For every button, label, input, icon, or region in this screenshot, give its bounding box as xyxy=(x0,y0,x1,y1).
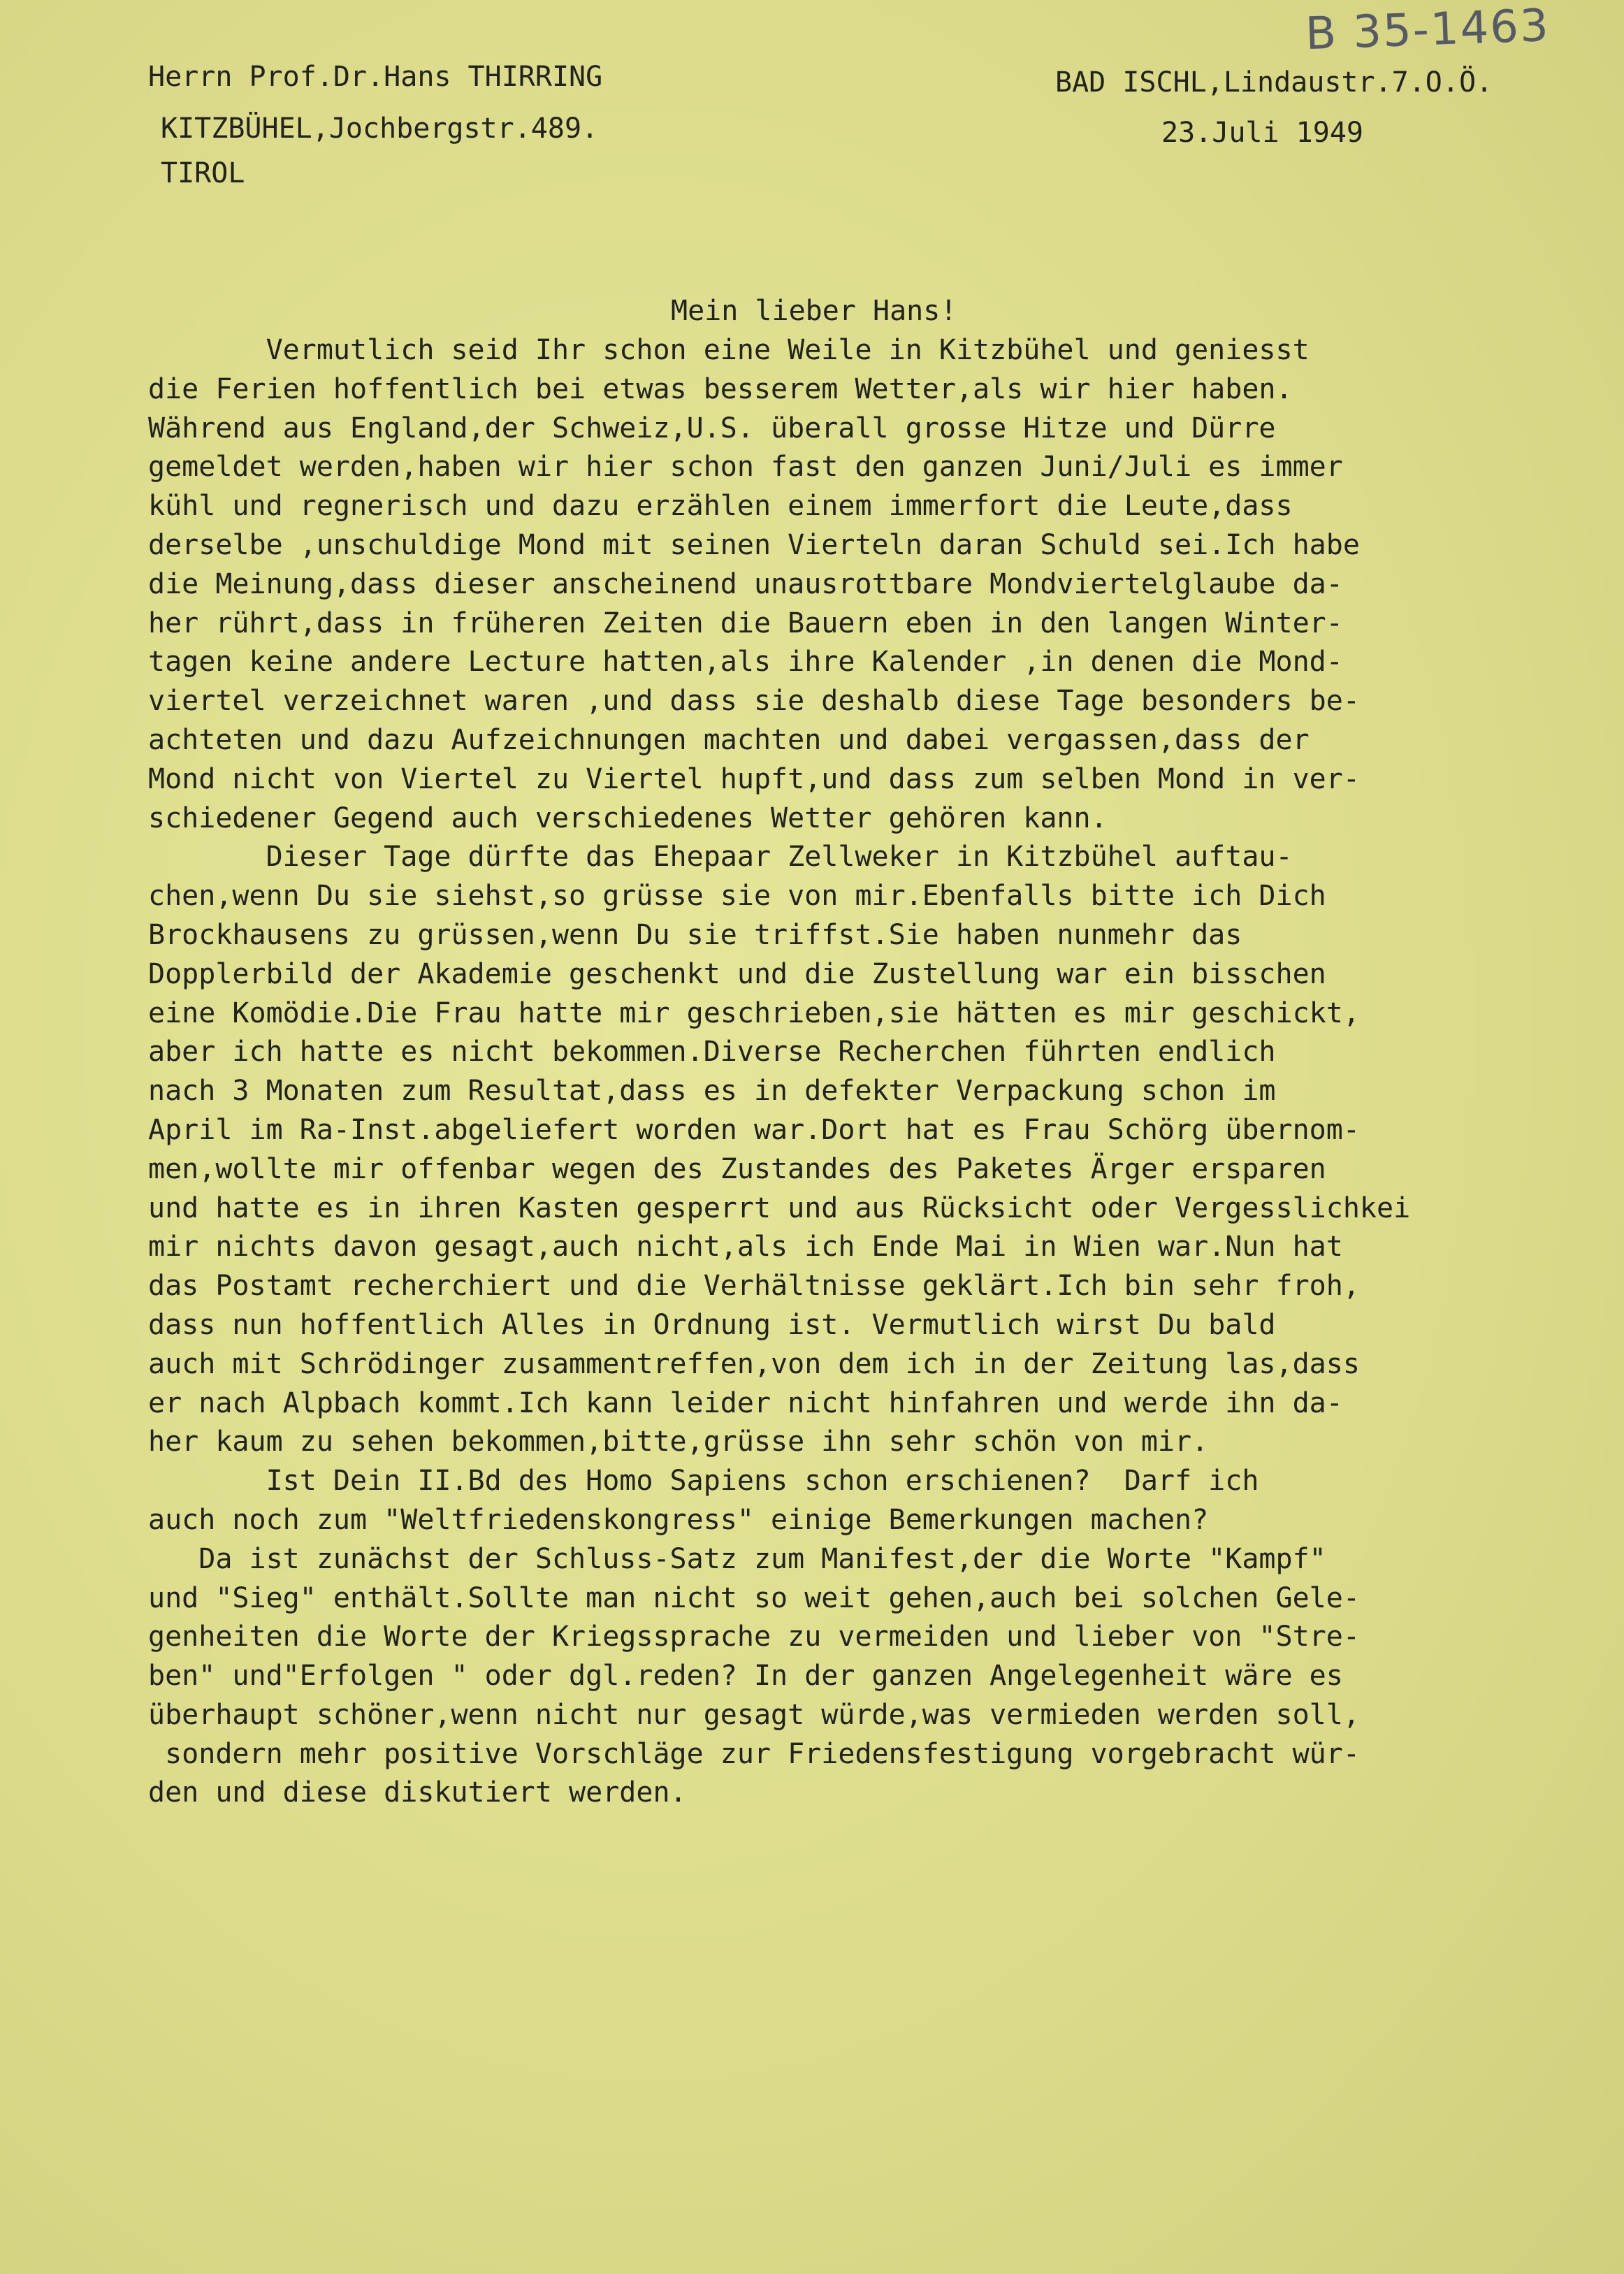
body-line: das Postamt recherchiert und die Verhältnisse geklärt.Ich bin sehr froh, xyxy=(148,1270,1360,1303)
archive-number: B 35-1463 xyxy=(1304,0,1551,61)
letter-body xyxy=(148,331,1623,1813)
body-line: eine Komödie.Die Frau hatte mir geschrieben,sie hätten es mir geschickt, xyxy=(148,997,1360,1029)
body-line: men,wollte mir offenbar wegen des Zustandes des Paketes Ärger ersparen xyxy=(148,1152,1326,1185)
body-line: und hatte es in ihren Kasten gesperrt und aus Rücksicht oder Vergesslichkei xyxy=(148,1192,1411,1224)
body-line: nach 3 Monaten zum Resultat,dass es in defekter Verpackung schon im xyxy=(148,1075,1276,1108)
body-line: sondern mehr positive Vorschläge zur Friedensfestigung vorgebracht wür- xyxy=(148,1737,1360,1770)
body-line: Mond nicht von Viertel zu Viertel hupft,und dass zum selben Mond in ver- xyxy=(148,762,1360,795)
body-line: er nach Alpbach kommt.Ich kann leider nicht hinfahren und werde ihn da- xyxy=(148,1386,1343,1419)
body-line: achteten und dazu Aufzeichnungen machten und dabei vergassen,dass der xyxy=(148,723,1310,756)
recipient-region: TIROL xyxy=(161,157,245,189)
recipient-street: KITZBÜHEL,Jochbergstr.489. xyxy=(161,113,599,145)
body-line: Während aus England,der Schweiz,U.S. überall grosse Hitze und Dürre xyxy=(148,412,1276,444)
body-line: Brockhausens zu grüssen,wenn Du sie triffst.Sie haben nunmehr das xyxy=(148,918,1242,951)
body-line: kühl und regnerisch und dazu erzählen einem immerfort die Leute,dass xyxy=(148,490,1293,523)
body-line: gemeldet werden,haben wir hier schon fast den ganzen Juni/Juli es immer xyxy=(148,451,1343,484)
body-line: auch noch zum "Weltfriedenskongress" einige Bemerkungen machen? xyxy=(148,1503,1209,1536)
body-line: Dopplerbild der Akademie geschenkt und die Zustellung war ein bisschen xyxy=(148,957,1326,990)
body-line: Vermutlich seid Ihr schon eine Weile in Kitzbühel und geniesst xyxy=(148,334,1310,366)
body-line: schiedener Gegend auch verschiedenes Wetter gehören kann. xyxy=(148,802,1108,834)
body-line: ben" und"Erfolgen " oder dgl.reden? In der ganzen Angelegenheit wäre es xyxy=(148,1660,1343,1693)
body-line: Dieser Tage dürfte das Ehepaar Zellweker in Kitzbühel auftau- xyxy=(148,841,1293,874)
body-line: mir nichts davon gesagt,auch nicht,als ich Ende Mai in Wien war.Nun hat xyxy=(148,1231,1343,1263)
body-line: die Ferien hoffentlich bei etwas besserem Wetter,als wir hier haben. xyxy=(148,372,1293,405)
body-line: derselbe ,unschuldige Mond mit seinen Vierteln daran Schuld sei.Ich habe xyxy=(148,528,1360,561)
body-line: überhaupt schöner,wenn nicht nur gesagt würde,was vermieden werden soll, xyxy=(148,1698,1360,1731)
body-line: her rührt,dass in früheren Zeiten die Bauern eben in den langen Winter- xyxy=(148,607,1343,639)
body-line: aber ich hatte es nicht bekommen.Diverse Recherchen führten endlich xyxy=(148,1036,1276,1069)
body-line: Ist Dein II.Bd des Homo Sapiens schon erschienen? Darf ich xyxy=(148,1465,1259,1498)
salutation: Mein lieber Hans! xyxy=(671,295,957,327)
body-line: her kaum zu sehen bekommen,bitte,grüsse ihn sehr schön von mir. xyxy=(148,1426,1209,1458)
body-line: viertel verzeichnet waren ,und dass sie deshalb diese Tage besonders be- xyxy=(148,685,1360,718)
body-line: tagen keine andere Lecture hatten,als ihre Kalender ,in denen die Mond- xyxy=(148,646,1343,679)
sender-address: BAD ISCHL,Lindaustr.7.O.Ö. xyxy=(1055,66,1493,99)
recipient-name: Herrn Prof.Dr.Hans THIRRING xyxy=(148,61,603,93)
body-line: die Meinung,dass dieser anscheinend unausrottbare Mondviertelglaube da- xyxy=(148,567,1343,600)
body-line: Da ist zunächst der Schluss-Satz zum Manifest,der die Worte "Kampf" xyxy=(148,1542,1326,1575)
body-line: den und diese diskutiert werden. xyxy=(148,1776,687,1809)
body-line: dass nun hoffentlich Alles in Ordnung ist. Vermutlich wirst Du bald xyxy=(148,1308,1276,1341)
body-line: chen,wenn Du sie siehst,so grüsse sie von mir.Ebenfalls bitte ich Dich xyxy=(148,880,1326,913)
body-line: genheiten die Worte der Kriegssprache zu vermeiden und lieber von "Stre- xyxy=(148,1621,1360,1653)
body-line: auch mit Schrödinger zusammentreffen,von dem ich in der Zeitung las,dass xyxy=(148,1347,1360,1380)
body-line: und "Sieg" enthält.Sollte man nicht so weit gehen,auch bei solchen Gele- xyxy=(148,1581,1360,1614)
body-line: April im Ra-Inst.abgeliefert worden war.Dort hat es Frau Schörg übernom- xyxy=(148,1113,1360,1146)
letter-date: 23.Juli 1949 xyxy=(1161,117,1363,149)
